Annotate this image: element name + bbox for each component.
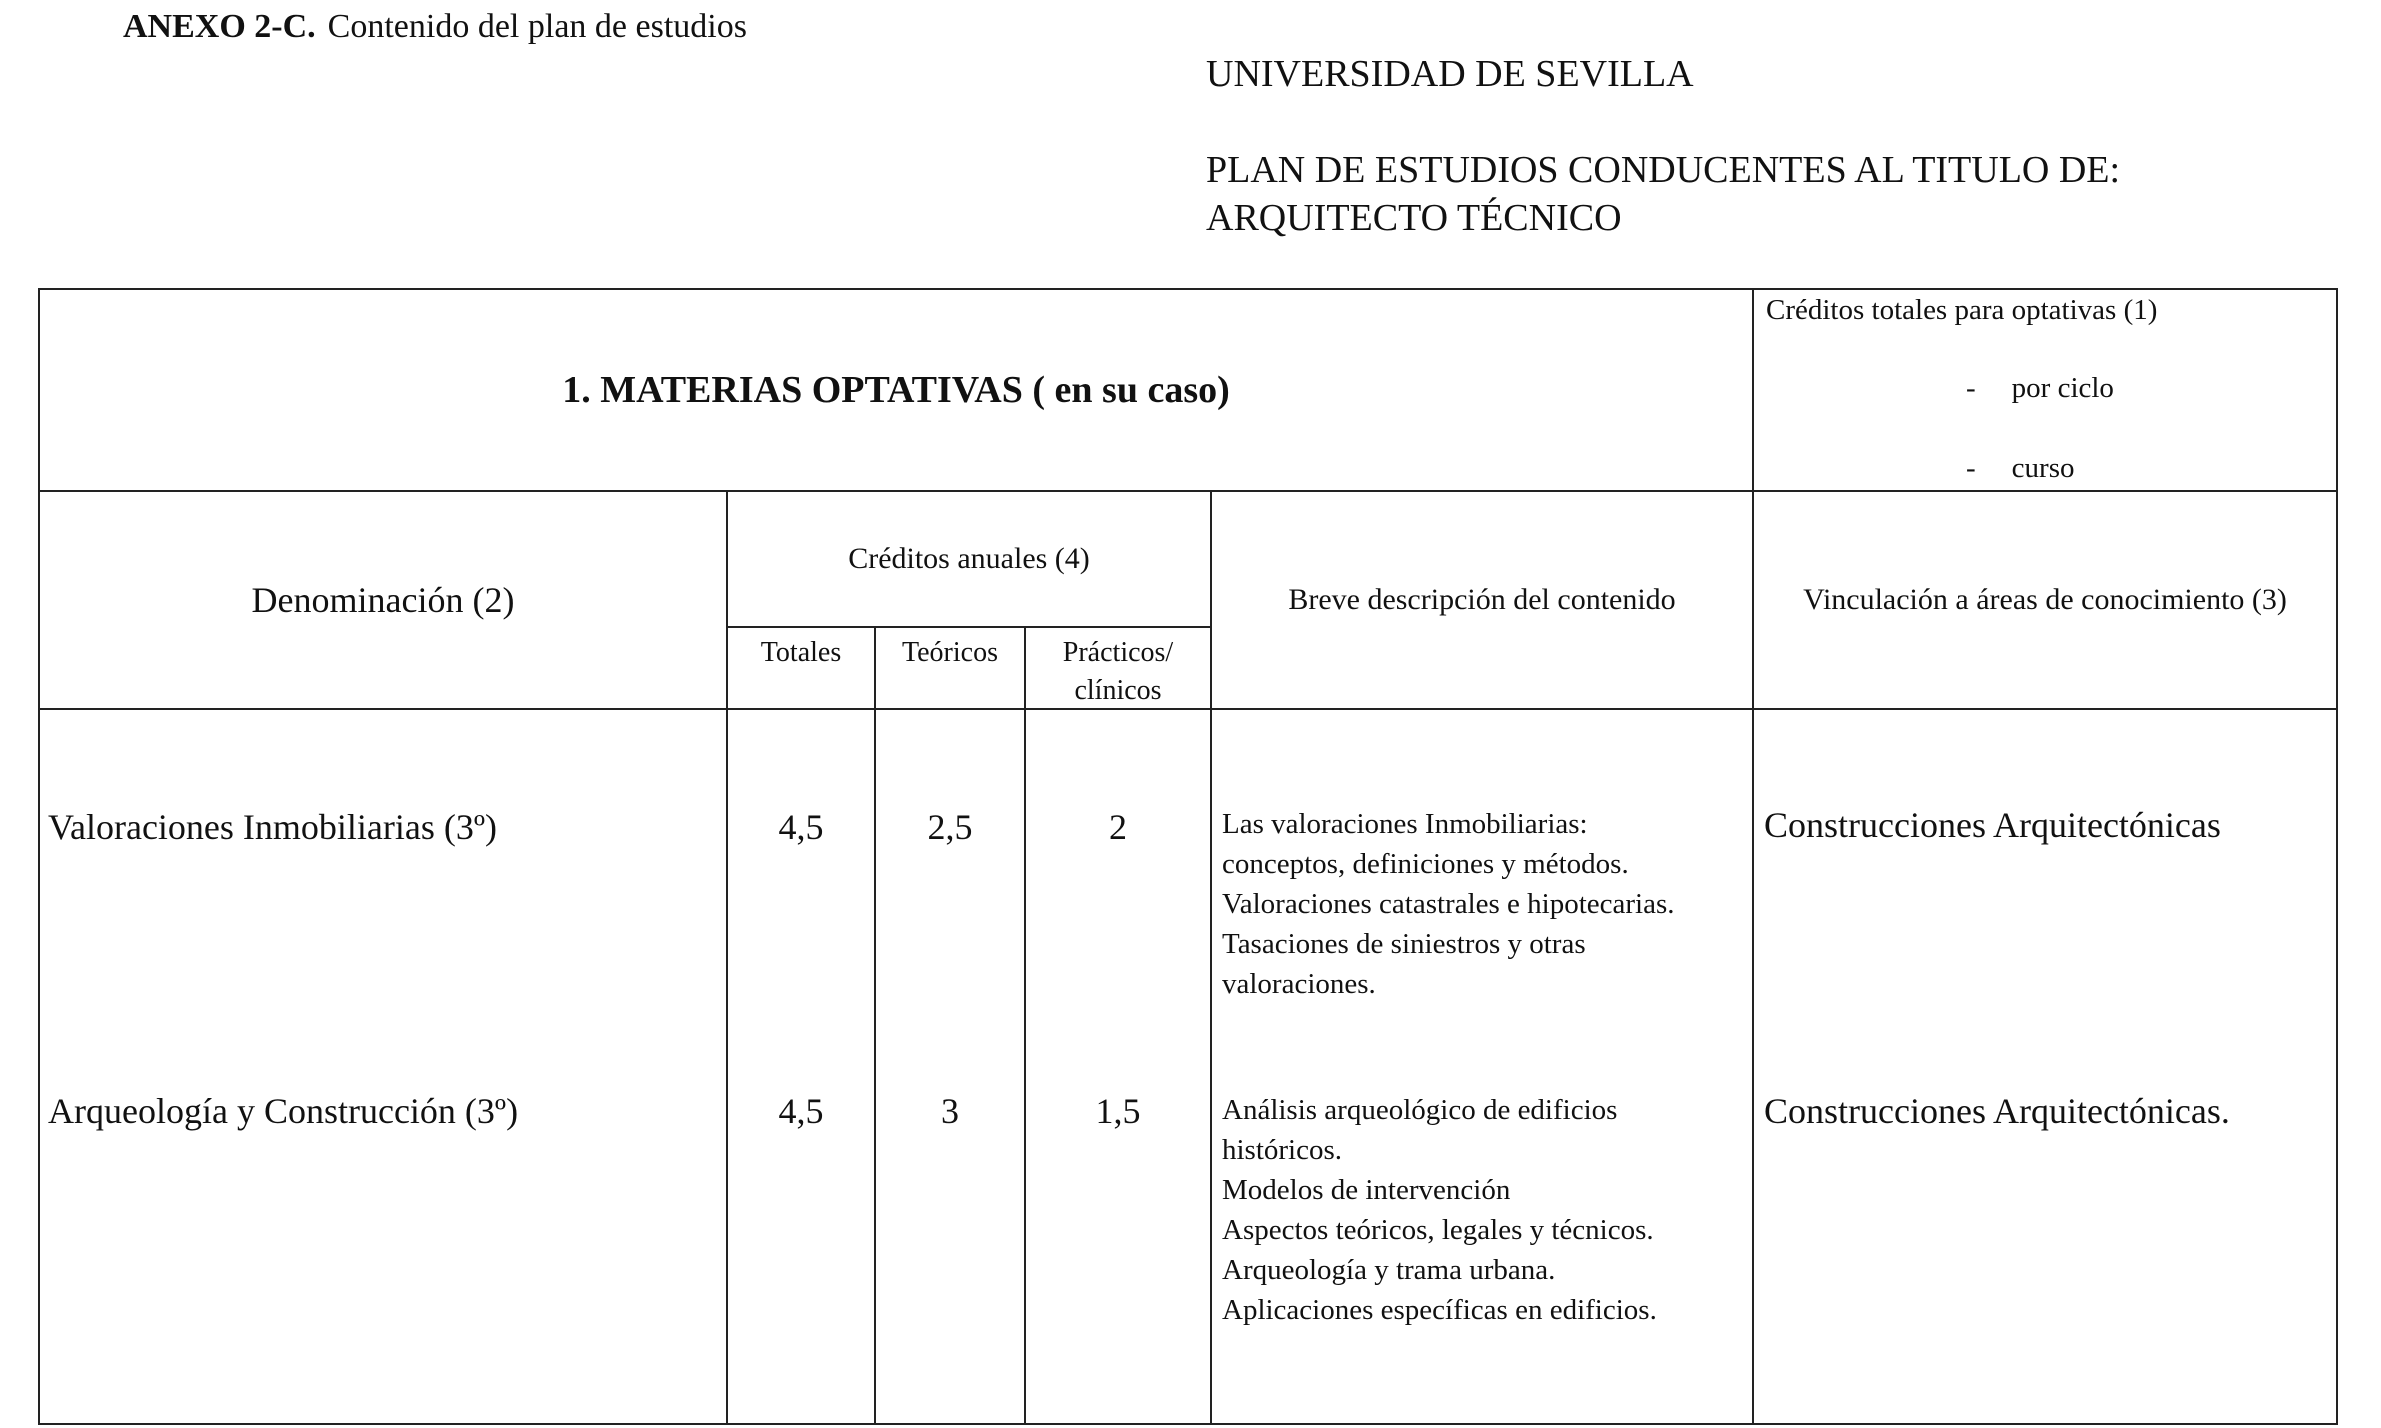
header-vinculacion: Vinculación a áreas de conocimiento (3) bbox=[1803, 583, 2287, 616]
annex-label: ANEXO 2-C. bbox=[123, 8, 316, 45]
header-teoricos: Teóricos bbox=[901, 637, 998, 668]
description-line: Modelos de intervención bbox=[1222, 1174, 1511, 1206]
annex-text: Contenido del plan de estudios bbox=[327, 8, 747, 45]
description-line: conceptos, definiciones y métodos. bbox=[1222, 848, 1629, 880]
dash-marker: - bbox=[1966, 372, 1976, 404]
rule-col-practicos bbox=[1024, 626, 1026, 1423]
annex-heading bbox=[123, 8, 747, 46]
description-line: Tasaciones de siniestros y otras bbox=[1222, 928, 1586, 960]
description-line: Aplicaciones específicas en edificios. bbox=[1222, 1294, 1657, 1326]
university-name: UNIVERSIDAD DE SEVILLA bbox=[1206, 53, 1694, 95]
per-cycle-label: por ciclo bbox=[2011, 372, 2114, 404]
credits-totales: 4,5 bbox=[778, 1091, 824, 1131]
description-line: Análisis arqueológico de edificios bbox=[1222, 1094, 1618, 1126]
credits-teoricos: 3 bbox=[941, 1091, 959, 1131]
description-line: históricos. bbox=[1222, 1134, 1343, 1166]
course-label: curso bbox=[2011, 452, 2075, 484]
header-totales: Totales bbox=[760, 637, 842, 668]
description-line: Arqueología y trama urbana. bbox=[1222, 1254, 1556, 1286]
credits-practicos: 2 bbox=[1109, 807, 1127, 847]
subject-description bbox=[1222, 804, 1675, 1004]
credits-totales: 4,5 bbox=[778, 807, 824, 847]
description-line: Las valoraciones Inmobiliarias: bbox=[1222, 808, 1588, 840]
credits-teoricos: 2,5 bbox=[927, 807, 973, 847]
plan-title bbox=[1206, 146, 2120, 242]
plan-title-line1: PLAN DE ESTUDIOS CONDUCENTES AL TITULO DE: bbox=[1206, 149, 2121, 191]
header-practicos bbox=[1026, 628, 1210, 708]
optional-credits-course bbox=[1966, 452, 2075, 485]
rule-col-teoricos bbox=[874, 626, 876, 1423]
description-line: Aspectos teóricos, legales y técnicos. bbox=[1222, 1214, 1654, 1246]
optional-subjects-table bbox=[38, 288, 2338, 1425]
header-creditos-anuales: Créditos anuales (4) bbox=[848, 542, 1090, 575]
header-descripcion: Breve descripción del contenido bbox=[1288, 583, 1676, 616]
description-line: Valoraciones catastrales e hipotecarias. bbox=[1222, 888, 1675, 920]
header-denominacion: Denominación (2) bbox=[251, 580, 515, 620]
credits-practicos: 1,5 bbox=[1095, 1091, 1141, 1131]
description-line: valoraciones. bbox=[1222, 968, 1376, 1000]
header-practicos-line2: clínicos bbox=[1074, 675, 1162, 706]
knowledge-area: Construcciones Arquitectónicas bbox=[1764, 805, 2221, 845]
table-title: 1. MATERIAS OPTATIVAS ( en su caso) bbox=[562, 369, 1230, 411]
optional-credits-box bbox=[1754, 290, 2336, 490]
subject-name: Valoraciones Inmobiliarias (3º) bbox=[48, 807, 498, 847]
plan-title-line2: ARQUITECTO TÉCNICO bbox=[1206, 197, 1622, 239]
optional-credits-per-cycle bbox=[1966, 372, 2114, 405]
dash-marker: - bbox=[1966, 452, 1976, 484]
optional-credits-label: Créditos totales para optativas (1) bbox=[1766, 294, 2158, 326]
subject-name: Arqueología y Construcción (3º) bbox=[48, 1091, 519, 1131]
header-practicos-line1: Prácticos/ bbox=[1062, 637, 1174, 668]
knowledge-area: Construcciones Arquitectónicas. bbox=[1764, 1091, 2230, 1131]
subject-description bbox=[1222, 1090, 1657, 1330]
